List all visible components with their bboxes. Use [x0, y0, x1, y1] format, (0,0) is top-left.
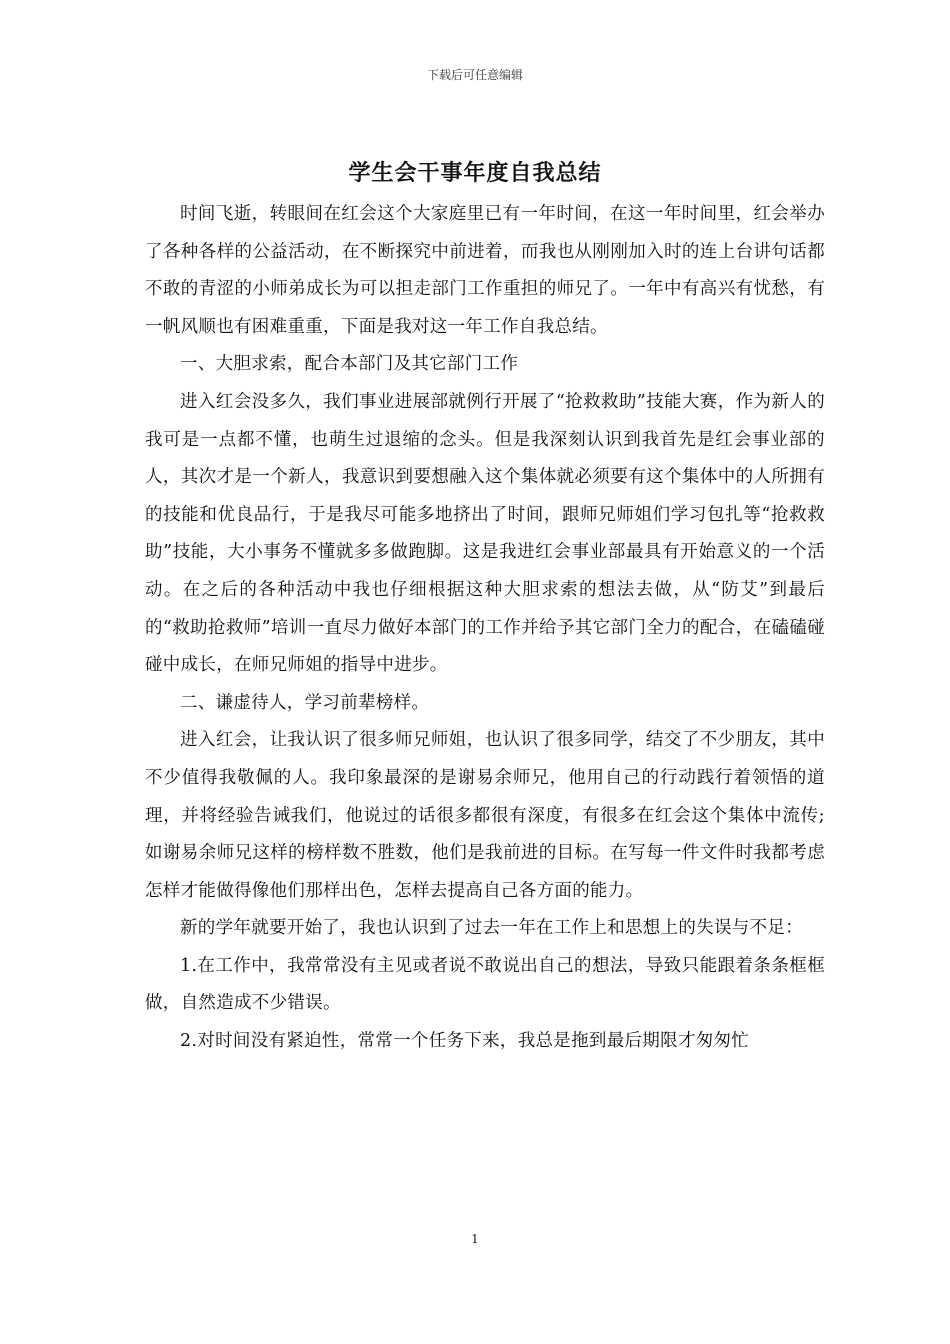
document-body: [145, 196, 825, 1061]
paragraph-section-2: 进入红会，让我认识了很多师兄师姐，也认识了很多同学，结交了不少朋友，其中不少值得我敬佩的人。我印象最深的是谢易余师兄，他用自己的行动践行着领悟的道理，并将经验告诫我们，他说过的话很多都很有深度，有很多在红会这个集体中流传;如谢易余师兄这样的榜样数不胜数，他们是我前进的目标。在写每一件文件时我都考虑怎样才能做得像他们那样出色，怎样去提高自己各方面的能力。: [145, 730, 825, 901]
document-title: 学生会干事年度自我总结: [348, 161, 602, 186]
page-header-note: 下载后可任意编辑: [426, 68, 523, 82]
list-item-1: 1.在工作中，我常常没有主见或者说不敢说出自己的想法，导致只能跟着条条框框做，自然造成不少错误。: [145, 955, 825, 1014]
paragraph-intro: 时间飞逝，转眼间在红会这个大家庭里已有一年时间，在这一年时间里，红会举办了各种各样的公益活动，在不断探究中前进着，而我也从刚刚加入时的连上台讲句话都不敢的青涩的小师弟成长为可以担走部门工作重担的师兄了。一年中有高兴有忧愁，有一帆风顺也有困难重重，下面是我对这一年工作自我总结。: [145, 204, 825, 337]
list-item-2: 2.对时间没有紧迫性，常常一个任务下来，我总是拖到最后期限才匆匆忙: [180, 1031, 750, 1052]
paragraph-shortcomings-intro: 新的学年就要开始了，我也认识到了过去一年在工作上和思想上的失误与不足：: [180, 918, 803, 939]
section-heading-1: 一、大胆求索，配合本部门及其它部门工作: [180, 354, 519, 375]
paragraph-section-1: 进入红会没多久，我们事业进展部就例行开展了“抢救救助”技能大赛，作为新人的我可是一点都不懂，也萌生过退缩的念头。但是我深刻认识到我首先是红会事业部的人，其次才是一个新人，我意识到要想融入这个集体就必须要有这个集体中的人所拥有的技能和优良品行，于是我尽可能多地挤出了时间，跟师兄师姐们学习包扎等“抢救救助”技能，大小事务不懂就多多做跑脚。这是我进红会事业部最具有开始意义的一个活动。在之后的各种活动中我也仔细根据这种大胆求索的想法去做，从“防艾”到最后的“救助抢救师”培训一直尽力做好本部门的工作并给予其它部门全力的配合，在磕磕碰碰中成长，在师兄师姐的指导中进步。: [145, 391, 825, 676]
section-heading-2: 二、谦虚待人，学习前辈榜样。: [180, 692, 430, 713]
page-number: 1: [471, 1232, 479, 1246]
